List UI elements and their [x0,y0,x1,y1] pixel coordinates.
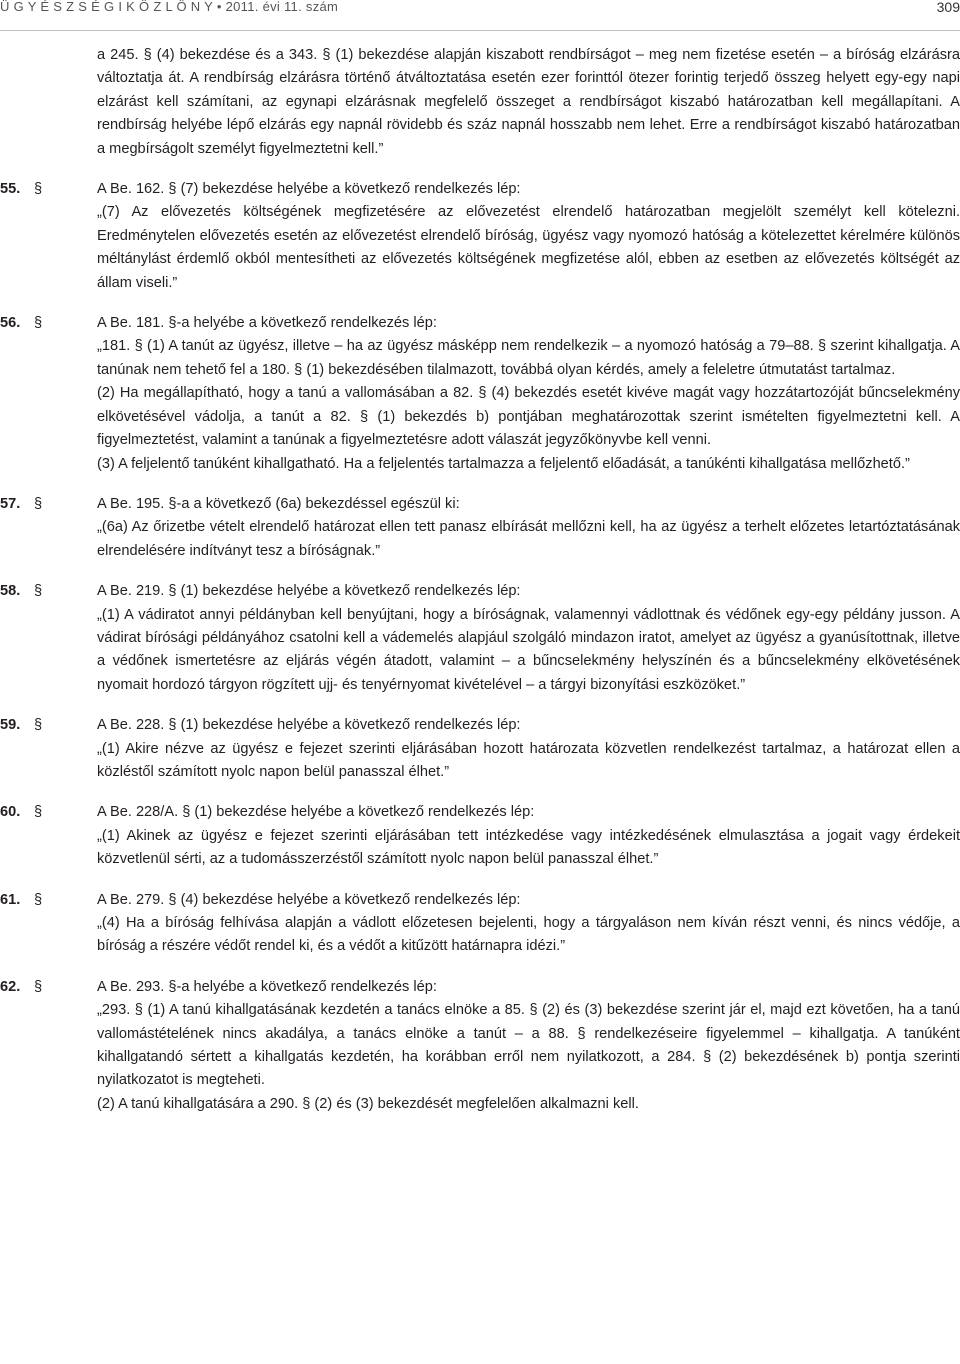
paragraph: A Be. 279. § (4) bekezdése helyébe a következő rendelkezés lép: [97,891,521,908]
section-4 [0,580,960,697]
paragraph: A Be. 293. §-a helyébe a következő rendelkezés lép: [97,978,437,995]
paragraph: A Be. 195. §-a a következő (6a) bekezdéssel egészül ki: [97,495,460,512]
paragraph: „(4) Ha a bíróság felhívása alapján a vádlott előzetesen bejelenti, hogy a tárgyaláson nem kíván részt venni, és nincs védője, a bíróság a részére védőt rendel ki, és a védőt a kitűzött határnapra idézi.” [97,915,960,955]
section-5 [0,714,960,784]
paragraph: (3) A feljelentő tanúként kihallgatható. Ha a feljelentés tartalmazza a feljelentő előadását, a tanúkénti kihallgatása mellőzhető.” [97,455,910,472]
paragraph: „181. § (1) A tanút az ügyész, illetve – ha az ügyész másképp nem rendelkezik – a nyomozó hatóság a 79–88. § szerint kihallgatja. A tanúnak nem tehető fel a 180. § (1) bekezdésében tilalmazott, továbbá olyan kérdés, amely a feleletre útmutatást tartalmaz. [97,338,960,378]
paragraph: „(6a) Az őrizetbe vételt elrendelő határozat ellen tett panasz elbírását mellőzni kell, ha az ügyész a terhelt előzetes letartóztatásának elrendelésére indítványt tesz a bíróságnak.” [97,519,960,559]
document-body [0,44,960,1116]
paragraph: A Be. 219. § (1) bekezdése helyébe a következő rendelkezés lép: [97,583,521,600]
paragraph: „293. § (1) A tanú kihallgatásának kezdetén a tanács elnöke a 85. § (2) és (3) bekezdése szerint jár el, majd ezt követően, ha a tanú vallomástételének nincs akadálya, a tanács elnöke a tanút – a 88. § rendelkezéseire figyelemmel – kihallgatja. A tanúként kihallgatandó sértett a kihallgatás kezdetén, ha korábban erről nem nyilatkozott, a 284. § (2) bekezdésének b) pontja szerinti nyilatkozatot is megteheti. [97,1002,960,1089]
section-7 [0,889,960,959]
paragraph: „(1) Akinek az ügyész e fejezet szerinti eljárásában tett intézkedése vagy intézkedésének elmulasztása a jogait vagy érdekeit közvetlenül sérti, az a tudomásszerzéstől számított nyolc napon belül panasszal élhet.” [97,827,960,868]
paragraph: (2) A tanú kihallgatására a 290. § (2) és (3) bekezdését megfelelően alkalmazni kell. [97,1095,639,1112]
section-8 [0,976,960,1116]
section-sign: § [34,891,43,908]
paragraph: A Be. 181. §-a helyébe a következő rendelkezés lép: [97,315,437,332]
section-sign: § [34,804,43,821]
paragraph: „(1) Akire nézve az ügyész e fejezet szerinti eljárásában hozott határozata közvetlen rendelkezést tartalmaz, a határozat ellen a közléstől számított nyolc napon belül panasszal élhet.” [97,740,960,780]
paragraph: „(7) Az elővezetés költségének megfizetésére az elővezetést elrendelő határozatban megjelölt személyt kell kötelezni. Eredménytelen elővezetés esetén az elővezetést elrendelő bíróság, ügyész vagy nyomozó hatóság a kötelezettet kérelmére különös méltánylást érdemlő okból mentesítheti az elővezetés költségének megfizetése alól, ebben az esetben az elővezetés költségét az állam viseli.” [97,204,960,291]
section-number: 56. [0,315,21,332]
paragraph: a 245. § (4) bekezdése és a 343. § (1) bekezdése alapján kiszabott rendbírságot – meg nem fizetése esetén – a bíróság elzárásra változtatja át. A rendbírság elzárásra történő átváltoztatása esetén ezer forinttól ötezer forintig terjedő összeg helyett egy-egy napi elzárást kell számítani, az egynapi elzárásnak megfelelő összeget a rendbírságot kiszabó határozatban kell megállapítani. A rendbírság helyébe lépő elzárás egy napnál rövidebb és száz napnál hosszabb nem lehet. Erre a rendbírságot kiszabó határozatban a megbírságolt személyt figyelmeztetni kell.” [97,47,960,157]
section-sign: § [34,181,43,198]
section-number: 59. [0,717,21,734]
section-number: 60. [0,804,21,821]
paragraph: A Be. 162. § (7) bekezdése helyébe a következő rendelkezés lép: [97,181,521,198]
journal-title: Ü G Y É S Z S É G I K Ö Z L Ö N Y • 2011. évi 11. szám [0,0,339,14]
section-1 [0,178,960,295]
section-3 [0,493,960,563]
paragraph: A Be. 228/A. § (1) bekezdése helyébe a következő rendelkezés lép: [97,804,535,821]
section-number: 57. [0,495,21,512]
section-2 [0,312,960,476]
section-sign: § [34,315,43,332]
page-number: 309 [936,0,960,15]
section-number: 62. [0,978,21,995]
section-sign: § [34,495,43,512]
section-number: 58. [0,583,21,600]
page-header [0,0,960,31]
intro-block [0,44,960,161]
section-sign: § [34,717,43,734]
paragraph: (2) Ha megállapítható, hogy a tanú a vallomásában a 82. § (4) bekezdés esetét kivéve magát vagy hozzátartozóját bűncselekmény elkövetésével vádolja, a tanút a 82. § (1) bekezdés b) pontjában meghatározottak szerint ismételten figyelmeztetni kell. A figyelmeztetést, valamint a tanúnak a figyelmeztetésre adott válaszát jegyzőkönyvbe kell venni. [97,385,960,449]
paragraph: „(1) A vádiratot annyi példányban kell benyújtani, hogy a bíróságnak, valamennyi vádlottnak és védőnek egy-egy példány jusson. A vádirat bírósági példányához csatolni kell a vádemelés alapjául szolgáló mindazon iratot, amelyet az ügyész a gyanúsítottnak, illetve a védőnek ismertetésre az eljárás végén átadott, valamint – a bűncselekmény helyszínén és a bűncselekmény elkövetésének nyomait hordozó tárgyon rögzített ujj- és tenyérnyomat kivételével – a tárgyi bizonyítási eszközöket.” [97,606,960,693]
section-number: 55. [0,181,21,198]
section-6 [0,801,960,871]
section-sign: § [34,583,43,600]
section-number: 61. [0,891,21,908]
paragraph: A Be. 228. § (1) bekezdése helyébe a következő rendelkezés lép: [97,717,521,734]
section-sign: § [34,978,43,995]
